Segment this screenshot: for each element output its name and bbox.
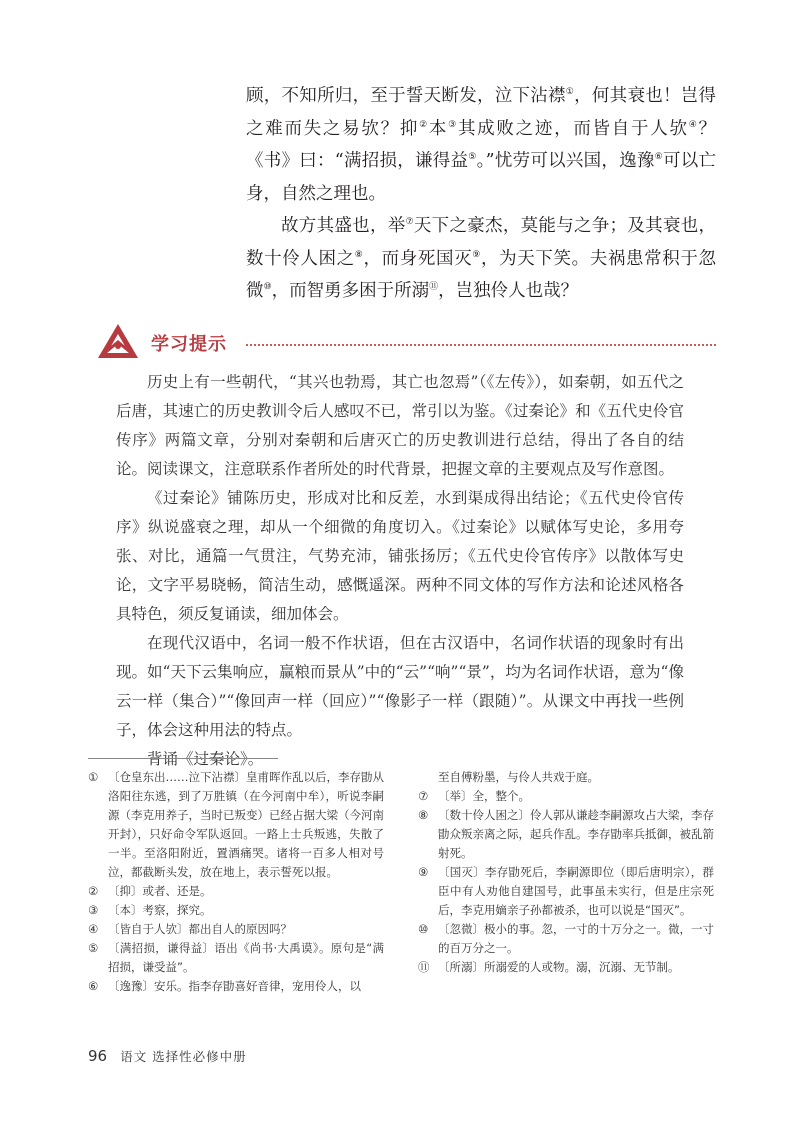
main-paragraph-1 [246,80,716,210]
dotted-divider [246,344,716,346]
footnote-item [88,977,384,996]
footnotes-right-column [418,768,714,977]
footnote-ref[interactable]: ⑨ [472,249,481,260]
footnote-number: ⑪ [418,960,430,974]
tips-paragraph: 历史上有一些朝代，“其兴也勃焉，其亡也忽焉”（《左传》），如秦朝，如五代之后唐，其速亡的历史教训令后人感叹不已，常引以为鉴。《过秦论》和《五代史伶官传序》两篇文章，分别对秦朝和后唐灭亡的历史教训进行总结，得出了各自的结论。阅读课文，注意联系作者所处的时代背景，把握文章的主要观点及写作意图。 [116,373,684,478]
footnote-text: 〔仓皇东出……泣下沾襟〕皇甫晖作乱以后，李存勖从洛阳往东逃，到了万胜镇（在今河南中牟），听说李嗣源（李克用养子，当时已叛变）已经占据大梁（今河南开封），只好命令军队返回。一路上士兵叛逃，失散了一半。至洛阳附近，置酒痛哭。诸将一百多人相对号泣，都截断头发，放在地上，表示誓死以报。 [108,770,384,879]
footnote-number: ③ [88,903,99,917]
page-number: 96 [88,1047,108,1065]
book-title: 语文 选择性必修中册 [120,1049,247,1064]
text-run: 本 [428,118,449,139]
footnote-text: 〔逸豫〕安乐。指李存勖喜好音律，宠用伶人，以 [108,979,361,993]
footnote-continuation [418,768,714,787]
text-run: 天下之豪杰，莫能与之争；及其衰也，数十伶人困之 [246,216,717,269]
footnote-ref[interactable]: ⑪ [429,282,439,292]
section-title: 学习提示 [151,334,227,355]
footnote-number: ⑧ [418,808,429,822]
text-run: ，岂独伶人也哉？ [438,281,579,301]
footnote-number: ① [88,770,99,784]
footnote-ref[interactable]: ③ [448,119,458,130]
footnote-text: 〔本〕考察，探究。 [108,903,212,917]
footnote-text: 至自傅粉墨，与伶人共戏于庭。 [438,770,599,784]
footnote-item [88,920,384,939]
footnote-number: ⑦ [418,789,429,803]
footnote-text: 〔满招损，谦得益〕语出《尚书·大禹谟》。原句是“满招损，谦受益”。 [108,941,384,974]
footnote-item [88,901,384,920]
text-run: ，而身死国灭 [363,248,473,269]
text-run: 其成败之迹，而皆自于人欤 [457,118,689,139]
study-tips-header [96,322,716,362]
study-tips-body [116,368,684,774]
footnote-number: ⑩ [418,922,429,936]
footnote-number: ⑤ [88,941,99,955]
footnote-number: ② [88,884,99,898]
footnote-number: ⑥ [88,979,99,993]
footnote-item [418,806,714,863]
footnote-ref[interactable]: ⑥ [654,152,663,162]
footnote-rule [88,758,278,759]
footnote-ref[interactable]: ⑦ [405,217,414,227]
main-text [246,80,716,308]
footnote-text: 〔国灭〕李存勖死后，李嗣源即位（即后唐明宗），群臣中有人劝他自建国号，此事虽未实行，但是庄宗死后，李克用嫡亲子孙都被杀，也可以说是“国灭”。 [438,865,714,917]
tips-paragraph: 在现代汉语中，名词一般不作状语，但在古汉语中，名词作状语的现象时有出现。如“天下云集响应，赢粮而景从”中的“云”“响”“景”，均为名词作状语，意为“像云一样（集合）”“像回声一样（回应）”“像影子一样（跟随）”。从课文中再找一些例子，体会这种用法的特点。 [116,634,684,739]
tips-paragraph: 背诵《过秦论》。 [147,750,264,768]
footnote-text: 〔忽微〕极小的事。忽，一寸的十万分之一。微，一寸的百万分之一。 [438,922,714,955]
text-run: 顾，不知所归，至于誓天断发，泣下沾襟 [246,86,566,106]
main-paragraph-2 [246,210,716,308]
tips-paragraph: 《过秦论》铺陈历史，形成对比和反差，水到渠成得出结论；《五代史伶官传序》纵说盛衰之理，却从一个细微的角度切入。《过秦论》以赋体写史论，多用夸张、对比，通篇一气贯注，气势充沛，铺张扬厉；《五代史伶官传序》以散体写史论，文字平易晓畅，简洁生动，感慨遥深。两种不同文体的写作方法和论述风格各具特色，须反复诵读，细加体会。 [116,489,684,623]
footnote-ref[interactable]: ⑩ [263,282,272,292]
footnote-item [88,882,384,901]
page-footer [88,1046,247,1065]
footnote-text: 〔皆自于人欤〕都出自人的原因吗？ [108,922,292,936]
footnote-item [88,939,384,977]
footnote-item [418,863,714,920]
footnote-text: 〔抑〕或者、还是。 [108,884,212,898]
footnote-number: ⑨ [418,865,429,879]
footnote-item [88,768,384,882]
text-run: 故方其盛也，举 [281,216,406,236]
footnote-item [418,787,714,806]
text-run: 。”忧劳可以兴国，逸豫 [476,151,655,171]
text-run: ，而智勇多困于所溺 [271,281,430,301]
footnote-ref[interactable]: ⑧ [354,249,364,260]
footnote-ref[interactable]: ① [565,87,575,97]
study-tips-icon [96,322,140,362]
text-run: ，何其衰也！岂得之难而失之易欤？抑 [246,86,717,139]
footnote-text: 〔数十伶人困之〕伶人郭从谦趁李嗣源攻占大梁，李存勖众叛亲离之际，起兵作乱。李存勖率兵抵御，被乱箭射死。 [438,808,714,860]
text-run: ，为天下笑。夫祸患常积于忽微 [246,248,717,301]
footnote-ref[interactable]: ④ [688,119,699,130]
footnote-number: ④ [88,922,99,936]
footnote-ref[interactable]: ② [419,119,429,130]
footnote-text: 〔所溺〕所溺爱的人或物。溺，沉溺、无节制。 [438,960,680,974]
footnote-text: 〔举〕全，整个。 [438,789,530,803]
footnotes-left-column [88,768,384,996]
text-run: 可以亡身，自然之理也。 [246,151,716,204]
footnote-item [418,920,714,958]
footnote-item [418,958,714,977]
text-run: ？《书》曰：“满招损，谦得益 [246,118,717,171]
footnote-ref[interactable]: ⑤ [468,152,477,162]
